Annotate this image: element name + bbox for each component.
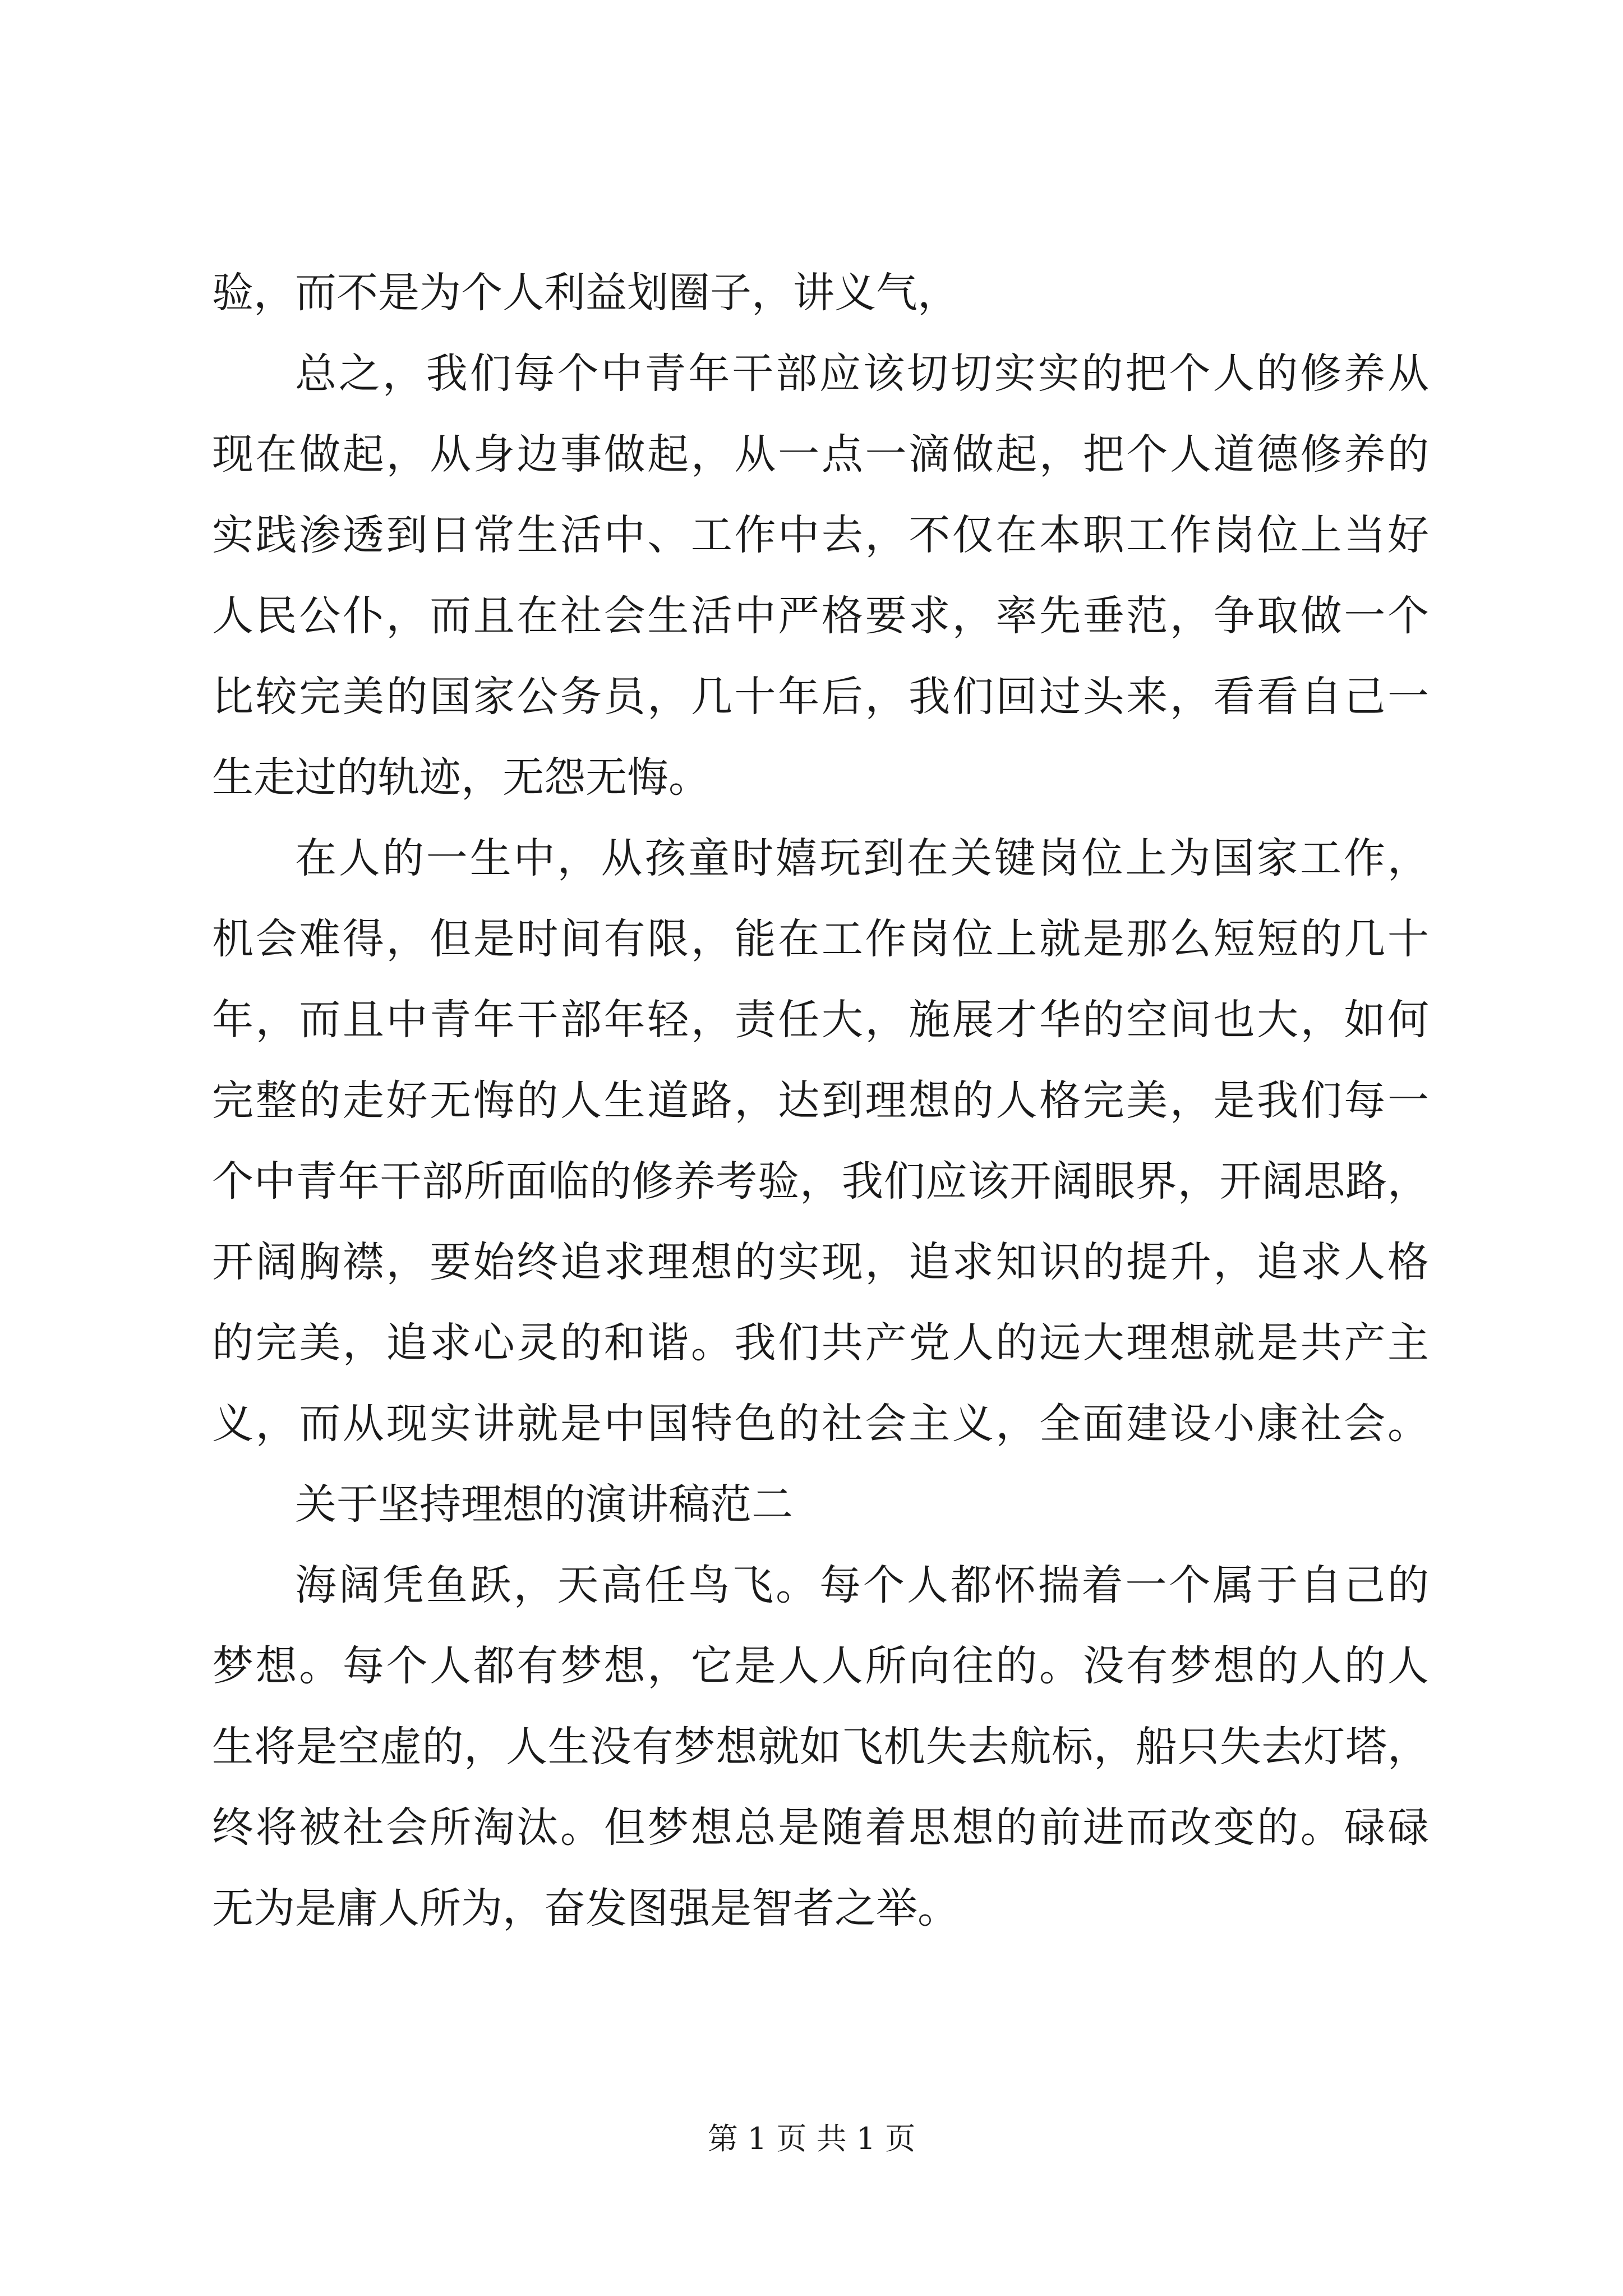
text-line: 海阔凭鱼跃，天高任鸟飞。每个人都怀揣着一个属于自己的	[295, 1561, 1429, 1609]
text-line: 关于坚持理想的演讲稿范二	[295, 1480, 793, 1529]
page-footer: 第 1 页 共 1 页	[707, 2121, 916, 2156]
text-line: 机会难得，但是时间有限，能在工作岗位上就是那么短短的几十	[212, 915, 1429, 963]
text-line: 在人的一生中，从孩童时嬉玩到在关键岗位上为国家工作，	[295, 834, 1429, 882]
text-line: 现在做起，从身边事做起，从一点一滴做起，把个人道德修养的	[212, 430, 1429, 478]
text-line: 无为是庸人所为，奋发图强是智者之举。	[212, 1884, 959, 1932]
text-line: 完整的走好无悔的人生道路，达到理想的人格完美，是我们每一	[212, 1076, 1429, 1125]
text-line: 个中青年干部所面临的修养考验，我们应该开阔眼界，开阔思路，	[212, 1157, 1429, 1205]
text-line: 生走过的轨迹，无怨无悔。	[212, 753, 710, 802]
text-line: 生将是空虚的，人生没有梦想就如飞机失去航标，船只失去灯塔，	[212, 1723, 1429, 1771]
text-line: 总之，我们每个中青年干部应该切切实实的把个人的修养从	[295, 349, 1429, 398]
text-line: 义，而从现实讲就是中国特色的社会主义，全面建设小康社会。	[212, 1400, 1429, 1448]
text-line: 终将被社会所淘汰。但梦想总是随着思想的前进而改变的。碌碌	[212, 1803, 1429, 1852]
text-line: 的完美，追求心灵的和谐。我们共产党人的远大理想就是共产主	[212, 1319, 1429, 1367]
text-line: 开阔胸襟，要始终追求理想的实现，追求知识的提升，追求人格	[212, 1238, 1429, 1286]
text-line: 年，而且中青年干部年轻，责任大，施展才华的空间也大，如何	[212, 996, 1429, 1044]
text-line: 实践渗透到日常生活中、工作中去，不仅在本职工作岗位上当好	[212, 511, 1429, 559]
document-body	[212, 252, 1429, 1949]
text-line: 验，而不是为个人利益划圈子，讲义气，	[212, 269, 959, 317]
text-line: 人民公仆，而且在社会生活中严格要求，率先垂范，争取做一个	[212, 592, 1429, 640]
text-line: 梦想。每个人都有梦想，它是人人所向往的。没有梦想的人的人	[212, 1642, 1429, 1690]
text-line: 比较完美的国家公务员，几十年后，我们回过头来，看看自己一	[212, 673, 1429, 721]
